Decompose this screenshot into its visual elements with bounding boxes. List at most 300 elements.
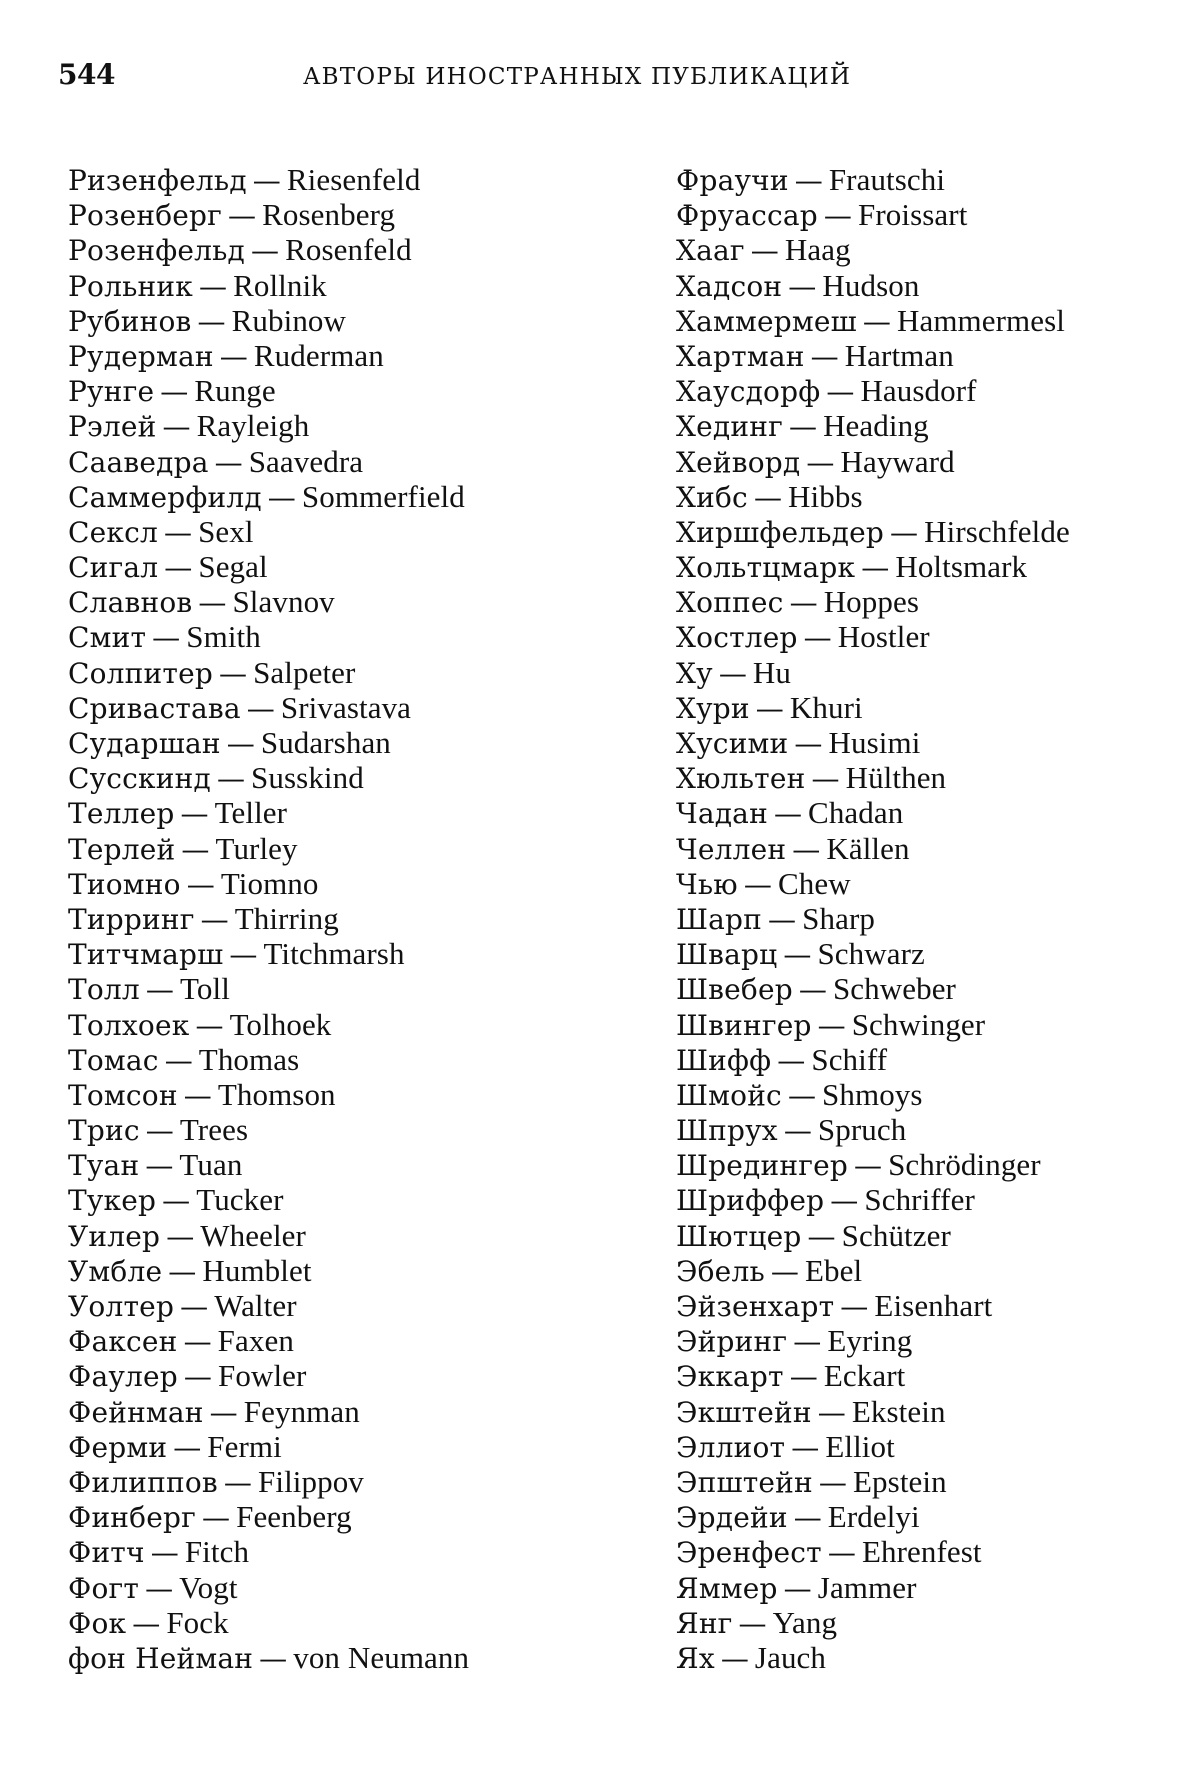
page-number: 544: [58, 58, 115, 91]
russian-name: Хейворд: [676, 445, 801, 479]
name-entry: [676, 1253, 1200, 1288]
name-separator: —: [181, 832, 210, 866]
russian-name: Шмойс: [676, 1078, 782, 1112]
name-separator: —: [890, 515, 919, 549]
name-entry: [676, 303, 1200, 338]
name-entry: [68, 866, 628, 901]
russian-name: Хюльтен: [676, 762, 806, 796]
name-entry: [676, 725, 1200, 760]
russian-name: Ху: [676, 656, 713, 690]
name-entry: [68, 303, 628, 338]
russian-name: Фраучи: [676, 164, 789, 197]
russian-name: Шредингер: [676, 1149, 848, 1183]
foreign-name: Hayward: [840, 443, 955, 479]
foreign-name: Saavedra: [248, 443, 364, 479]
name-entry: [676, 1042, 1200, 1077]
name-separator: —: [145, 1114, 174, 1148]
name-entry: [68, 444, 628, 479]
name-separator: —: [229, 938, 258, 972]
foreign-name: Tiomno: [220, 865, 319, 901]
foreign-name: Haag: [784, 232, 851, 268]
name-entry: [68, 795, 628, 830]
name-entry: [68, 831, 628, 866]
name-separator: —: [793, 1501, 822, 1535]
name-separator: —: [259, 1641, 288, 1675]
foreign-name: Jauch: [754, 1639, 827, 1675]
russian-name: Хиршфельдер: [676, 515, 885, 549]
name-entry: [676, 1218, 1200, 1253]
name-entry: [676, 1605, 1200, 1640]
name-entry: [68, 1112, 628, 1147]
name-entry: [676, 479, 1200, 514]
name-entry: [68, 1499, 628, 1534]
name-entry: [676, 1570, 1200, 1605]
russian-name: Ях: [676, 1641, 715, 1675]
russian-name: Шпрух: [676, 1114, 778, 1148]
name-entry: [68, 268, 628, 303]
name-separator: —: [252, 164, 281, 197]
russian-name: Сусскинд: [68, 762, 211, 796]
foreign-name: Sexl: [198, 513, 254, 549]
name-separator: —: [773, 797, 803, 831]
name-entry: [68, 1253, 628, 1288]
russian-name: Шарп: [676, 902, 763, 936]
name-entry: [68, 1147, 628, 1182]
russian-name: Фейнман: [68, 1395, 204, 1429]
russian-name: Эккарт: [676, 1360, 784, 1394]
russian-name: Янг: [676, 1606, 733, 1640]
russian-name: Швингер: [676, 1008, 812, 1042]
russian-name: Шварц: [676, 938, 778, 972]
name-separator: —: [162, 410, 191, 444]
foreign-name: Fock: [166, 1604, 229, 1640]
name-separator: —: [228, 199, 257, 233]
name-entry: [68, 1358, 628, 1393]
name-entry: [676, 444, 1200, 479]
name-separator: —: [202, 1501, 231, 1535]
russian-name: Хаммермеш: [676, 304, 857, 338]
russian-name: Экштейн: [676, 1395, 812, 1429]
foreign-name: Sommerfield: [301, 478, 465, 514]
name-separator: —: [209, 1395, 238, 1429]
foreign-name: Schwinger: [851, 1006, 986, 1042]
foreign-name: Schiff: [811, 1041, 888, 1077]
name-separator: —: [853, 1149, 883, 1183]
running-title: АВТОРЫ ИНОСТРАННЫХ ПУБЛИКАЦИЙ: [303, 64, 852, 90]
name-separator: —: [817, 1395, 846, 1429]
russian-name: Титчмарш: [68, 938, 224, 972]
name-entry: [68, 690, 628, 725]
name-entry: [676, 373, 1200, 408]
name-entry: [68, 936, 628, 971]
foreign-name: Hoppes: [823, 584, 919, 620]
foreign-name: Ekstein: [851, 1393, 946, 1429]
name-separator: —: [798, 973, 827, 1007]
russian-name: Рубинов: [68, 304, 192, 338]
name-entry: [68, 1042, 628, 1077]
name-separator: —: [145, 1571, 174, 1605]
russian-name: Томсон: [68, 1078, 178, 1112]
name-separator: —: [861, 551, 890, 585]
name-separator: —: [197, 304, 226, 338]
russian-name: Рудерман: [68, 339, 214, 373]
name-separator: —: [164, 551, 193, 585]
name-entry: [676, 162, 1200, 197]
name-separator: —: [152, 621, 181, 655]
name-entry: [68, 1007, 628, 1042]
name-entry: [676, 514, 1200, 549]
russian-name: Солпитер: [68, 656, 213, 690]
foreign-name: Schriffer: [864, 1182, 975, 1218]
name-separator: —: [789, 1360, 818, 1394]
name-separator: —: [788, 269, 817, 303]
russian-name: Уилер: [68, 1219, 161, 1253]
name-separator: —: [150, 1536, 179, 1570]
russian-name: Розенфельд: [68, 234, 245, 268]
russian-name: Сааведра: [68, 445, 209, 479]
foreign-name: Schweber: [832, 971, 956, 1007]
name-separator: —: [195, 1008, 224, 1042]
name-separator: —: [267, 480, 296, 514]
name-separator: —: [791, 1430, 820, 1464]
russian-name: Фок: [68, 1606, 127, 1640]
name-entry: [676, 690, 1200, 725]
foreign-name: von Neumann: [293, 1639, 470, 1675]
russian-name: Хостлер: [676, 621, 798, 655]
name-separator: —: [793, 1325, 822, 1359]
russian-name: Шютцер: [676, 1219, 802, 1253]
name-separator: —: [145, 1149, 174, 1183]
name-separator: —: [250, 234, 280, 268]
name-entry: [676, 795, 1200, 830]
foreign-name: Hartman: [844, 337, 954, 373]
name-entry: [68, 1570, 628, 1605]
russian-name: Фаулер: [68, 1360, 178, 1394]
name-separator: —: [186, 867, 215, 901]
name-entry: [676, 268, 1200, 303]
name-separator: —: [806, 445, 835, 479]
name-entry: [68, 373, 628, 408]
russian-name: Розенберг: [68, 199, 223, 233]
name-separator: —: [246, 691, 275, 725]
name-separator: —: [783, 1571, 812, 1605]
russian-name: Хартман: [676, 339, 805, 373]
name-separator: —: [777, 1043, 806, 1077]
name-entry: [68, 901, 628, 936]
name-separator: —: [811, 762, 840, 796]
foreign-name: Thomas: [198, 1041, 300, 1077]
russian-name: Эпштейн: [676, 1465, 813, 1499]
russian-name: Швебер: [676, 973, 793, 1007]
foreign-name: Turley: [215, 830, 298, 866]
russian-name: Чью: [676, 867, 738, 901]
name-entry: [68, 1640, 628, 1675]
name-separator: —: [803, 621, 832, 655]
name-separator: —: [770, 1254, 799, 1288]
russian-name: Рольник: [68, 269, 193, 303]
foreign-name: Hudson: [822, 267, 920, 303]
name-separator: —: [198, 269, 228, 303]
foreign-name: Titchmarsh: [263, 936, 405, 972]
name-entry: [68, 1218, 628, 1253]
foreign-name: Feynman: [243, 1393, 360, 1429]
russian-name: Сигал: [68, 551, 159, 585]
russian-name: Сударшан: [68, 727, 221, 760]
russian-name: Эйзенхарт: [676, 1290, 835, 1323]
foreign-name: Sharp: [802, 900, 875, 936]
name-separator: —: [818, 1465, 848, 1499]
russian-name: Эллиот: [676, 1430, 786, 1464]
name-separator: —: [173, 1430, 202, 1464]
page-header: [58, 58, 1138, 102]
foreign-name: Fermi: [207, 1428, 282, 1464]
russian-name: Уолтер: [68, 1290, 175, 1323]
name-separator: —: [792, 832, 821, 866]
foreign-name: Rosenfeld: [285, 232, 412, 268]
name-entry: [68, 655, 628, 690]
russian-name: Туан: [68, 1149, 140, 1183]
name-separator: —: [743, 867, 772, 901]
name-separator: —: [750, 234, 779, 268]
foreign-name: Sudarshan: [260, 725, 391, 760]
foreign-name: Hülthen: [845, 760, 947, 796]
russian-name: Трис: [68, 1114, 140, 1148]
foreign-name: Faxen: [217, 1323, 294, 1359]
foreign-name: Eyring: [827, 1323, 913, 1359]
foreign-name: Feenberg: [236, 1499, 352, 1535]
name-separator: —: [794, 164, 823, 197]
name-separator: —: [163, 515, 193, 549]
name-entry: [68, 1394, 628, 1429]
russian-name: Ризенфельд: [68, 164, 247, 197]
russian-name: Шриффер: [676, 1184, 825, 1218]
foreign-name: Tuan: [179, 1147, 243, 1183]
russian-name: Хаусдорф: [676, 375, 821, 409]
russian-name: Факсен: [68, 1325, 178, 1359]
name-separator: —: [783, 1114, 812, 1148]
foreign-name: Riesenfeld: [286, 162, 421, 197]
name-entry: [68, 479, 628, 514]
foreign-name: Källen: [826, 830, 910, 866]
foreign-name: Hibbs: [788, 478, 863, 514]
russian-name: Эренфест: [676, 1536, 822, 1570]
foreign-name: Heading: [823, 408, 929, 444]
name-entry: [676, 1358, 1200, 1393]
russian-name: Смит: [68, 621, 147, 655]
russian-name: Саммерфилд: [68, 480, 262, 514]
name-entry: [676, 232, 1200, 267]
name-separator: —: [164, 1043, 193, 1077]
name-separator: —: [198, 586, 227, 620]
russian-name: Яммер: [676, 1571, 778, 1605]
name-separator: —: [840, 1290, 869, 1323]
russian-name: Хибс: [676, 480, 748, 514]
name-separator: —: [794, 727, 823, 760]
name-separator: —: [226, 727, 255, 760]
name-separator: —: [753, 480, 783, 514]
foreign-name: Toll: [180, 971, 230, 1007]
foreign-name: Segal: [198, 549, 268, 585]
foreign-name: Runge: [194, 373, 276, 409]
name-separator: —: [183, 1360, 213, 1394]
foreign-name: Epstein: [853, 1463, 947, 1499]
name-separator: —: [807, 1219, 836, 1253]
russian-name: Хааг: [676, 234, 745, 268]
foreign-name: Vogt: [179, 1569, 238, 1605]
name-separator: —: [827, 1536, 856, 1570]
foreign-name: Rollnik: [233, 267, 327, 303]
name-separator: —: [738, 1606, 767, 1640]
foreign-name: Filippov: [258, 1463, 364, 1499]
name-entry: [68, 197, 628, 232]
russian-name: Тиомно: [68, 867, 181, 901]
russian-name: Умбле: [68, 1254, 163, 1288]
name-entry: [676, 549, 1200, 584]
name-separator: —: [789, 586, 818, 620]
foreign-name: Chadan: [808, 795, 904, 831]
name-separator: —: [755, 691, 784, 725]
name-separator: —: [168, 1254, 197, 1288]
name-entry: [68, 971, 628, 1006]
russian-name: Эйринг: [676, 1325, 788, 1359]
russian-name: Эбель: [676, 1254, 765, 1288]
name-separator: —: [183, 1325, 212, 1359]
foreign-name: Spruch: [817, 1112, 907, 1148]
russian-name: Рунге: [68, 375, 155, 409]
foreign-name: Husimi: [828, 725, 921, 760]
name-separator: —: [720, 1641, 749, 1675]
foreign-name: Ehrenfest: [861, 1534, 982, 1570]
name-separator: —: [788, 410, 818, 444]
name-separator: —: [216, 762, 246, 796]
russian-name: Хоппес: [676, 586, 784, 620]
name-separator: —: [200, 902, 229, 936]
russian-name: Сривастава: [68, 691, 241, 725]
name-entry: [676, 866, 1200, 901]
name-entry: [676, 760, 1200, 795]
foreign-name: Fowler: [218, 1358, 307, 1394]
foreign-name: Yang: [772, 1604, 838, 1640]
name-separator: —: [817, 1008, 846, 1042]
russian-name: Ферми: [68, 1430, 168, 1464]
foreign-name: Schwarz: [817, 936, 925, 972]
name-entry: [68, 1288, 628, 1323]
russian-name: Чадан: [676, 797, 768, 831]
russian-name: Рэлей: [68, 410, 157, 444]
foreign-name: Susskind: [251, 760, 364, 796]
russian-name: Тукер: [68, 1184, 157, 1218]
name-separator: —: [787, 1078, 817, 1112]
name-separator: —: [183, 1078, 212, 1112]
name-entry: [676, 619, 1200, 654]
name-entry: [676, 1323, 1200, 1358]
name-entry: [676, 1534, 1200, 1569]
russian-name: Филиппов: [68, 1465, 218, 1499]
foreign-name: Erdelyi: [827, 1499, 920, 1535]
name-entry: [676, 1182, 1200, 1217]
russian-name: Терлей: [68, 832, 176, 866]
foreign-name: Salpeter: [253, 654, 356, 690]
russian-name: Томас: [68, 1043, 159, 1077]
russian-name: Тирринг: [68, 902, 195, 936]
foreign-name: Trees: [179, 1112, 249, 1148]
name-entry: [68, 162, 628, 197]
name-entry: [676, 584, 1200, 619]
foreign-name: Eisenhart: [874, 1288, 993, 1323]
name-entry: [676, 1007, 1200, 1042]
name-entry: [676, 1394, 1200, 1429]
foreign-name: Rubinow: [231, 302, 347, 338]
name-separator: —: [823, 199, 853, 233]
foreign-name: Frautschi: [828, 162, 946, 197]
russian-name: Теллер: [68, 797, 175, 831]
name-separator: —: [166, 1219, 195, 1253]
russian-name: фон Нейман: [68, 1641, 254, 1675]
foreign-name: Shmoys: [822, 1076, 923, 1112]
name-entry: [68, 1464, 628, 1499]
name-separator: —: [218, 656, 248, 690]
name-separator: —: [830, 1184, 859, 1218]
name-separator: —: [783, 938, 812, 972]
foreign-name: Jammer: [817, 1569, 917, 1605]
foreign-name: Elliot: [825, 1428, 895, 1464]
name-separator: —: [160, 375, 189, 409]
name-entry: [676, 338, 1200, 373]
foreign-name: Smith: [186, 619, 261, 655]
russian-name: Фитч: [68, 1536, 145, 1570]
name-entry: [68, 1077, 628, 1112]
name-entry: [676, 1077, 1200, 1112]
russian-name: Толл: [68, 973, 140, 1007]
foreign-name: Hammermesl: [896, 302, 1065, 338]
name-entry: [68, 1182, 628, 1217]
name-entry: [68, 549, 628, 584]
foreign-name: Slavnov: [232, 584, 335, 620]
foreign-name: Teller: [214, 795, 288, 831]
foreign-name: Hu: [752, 654, 792, 690]
russian-name: Славнов: [68, 586, 193, 620]
name-entry: [676, 1640, 1200, 1675]
name-entry: [676, 1464, 1200, 1499]
name-separator: —: [162, 1184, 191, 1218]
russian-name: Хольтцмарк: [676, 551, 856, 585]
name-entry: [676, 901, 1200, 936]
foreign-name: Hostler: [837, 619, 930, 655]
name-entry: [676, 655, 1200, 690]
name-entry: [676, 1147, 1200, 1182]
foreign-name: Eckart: [823, 1358, 906, 1394]
name-separator: —: [219, 339, 248, 373]
name-entry: [68, 338, 628, 373]
name-separator: —: [132, 1606, 161, 1640]
russian-name: Хединг: [676, 410, 783, 444]
name-entry: [68, 232, 628, 267]
name-entry: [676, 1429, 1200, 1464]
left-column: [68, 162, 628, 1675]
name-separator: —: [180, 797, 209, 831]
name-entry: [68, 1429, 628, 1464]
foreign-name: Humblet: [202, 1252, 312, 1288]
foreign-name: Wheeler: [200, 1217, 306, 1253]
russian-name: Хусими: [676, 727, 789, 760]
foreign-name: Schützer: [841, 1217, 951, 1253]
foreign-name: Chew: [777, 865, 851, 901]
foreign-name: Tucker: [196, 1182, 284, 1218]
name-entry: [68, 1323, 628, 1358]
right-column: [676, 162, 1200, 1675]
foreign-name: Schrödinger: [888, 1147, 1041, 1183]
name-separator: —: [145, 973, 175, 1007]
